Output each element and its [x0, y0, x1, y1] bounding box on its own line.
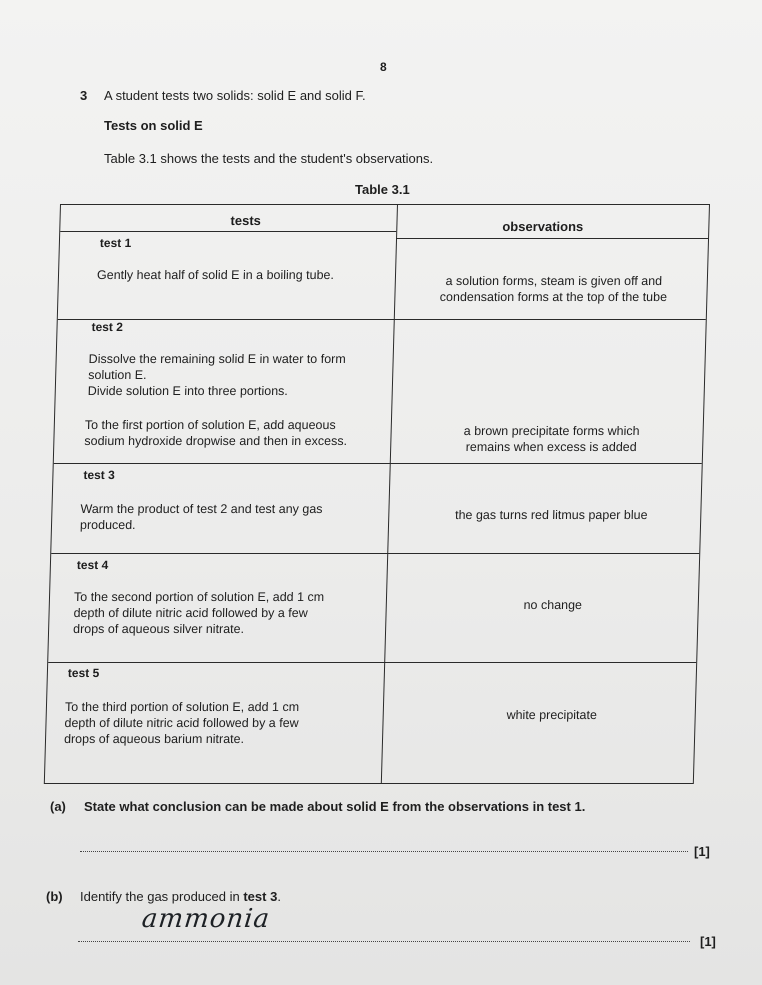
- test-5-label: test 5: [67, 666, 100, 680]
- test-2-method-line: sodium hydroxide dropwise and then in excess.: [84, 434, 348, 448]
- test-4-label: test 4: [76, 558, 109, 572]
- table-title: Table 3.1: [355, 182, 410, 197]
- header-observations: observations: [502, 219, 584, 234]
- part-b-answer-line[interactable]: [78, 941, 690, 942]
- test-2-observation-line: remains when excess is added: [465, 440, 637, 454]
- table-intro: Table 3.1 shows the tests and the student's observations.: [104, 151, 434, 166]
- test-1-label: test 1: [99, 236, 132, 250]
- test-2-method-line: solution E.: [88, 368, 147, 382]
- row-divider: [54, 463, 702, 464]
- test-1-observation-line: condensation forms at the top of the tube: [439, 290, 668, 304]
- question-intro: A student tests two solids: solid E and solid F.: [104, 88, 366, 103]
- test-3-method-line: produced.: [79, 518, 136, 532]
- test-5-method-line: drops of aqueous barium nitrate.: [63, 732, 245, 746]
- part-a-answer-line[interactable]: [80, 851, 688, 852]
- part-b-question: Identify the gas produced in test 3.: [80, 889, 281, 904]
- sub-heading: Tests on solid E: [104, 118, 203, 133]
- header-divider-left: [60, 231, 396, 232]
- test-4-method-line: drops of aqueous silver nitrate.: [72, 622, 245, 636]
- row-divider: [58, 319, 706, 320]
- test-5-method-line: To the third portion of solution E, add 1 cm: [64, 700, 300, 714]
- part-b-marks: [1]: [700, 934, 716, 949]
- test-3-label: test 3: [83, 468, 115, 482]
- results-table: [44, 204, 710, 784]
- part-b-label: (b): [46, 889, 63, 904]
- question-number: 3: [80, 88, 88, 103]
- test-5-observation: white precipitate: [506, 708, 598, 722]
- test-5-method-line: depth of dilute nitric acid followed by a few: [64, 716, 299, 730]
- page-number: 8: [380, 60, 387, 74]
- header-tests: tests: [230, 213, 262, 228]
- row-divider: [48, 662, 696, 663]
- test-1-method: Gently heat half of solid E in a boiling tube.: [96, 268, 335, 282]
- row-divider: [51, 553, 699, 554]
- test-3-method-line: Warm the product of test 2 and test any gas: [80, 502, 323, 516]
- test-3-observation: the gas turns red litmus paper blue: [454, 508, 648, 522]
- test-2-label: test 2: [91, 320, 124, 334]
- test-4-observation: no change: [523, 598, 583, 612]
- test-2-observation-line: a brown precipitate forms which: [463, 424, 640, 438]
- part-a-question: State what conclusion can be made about solid E from the observations in test 1.: [84, 799, 586, 814]
- test-4-method-line: To the second portion of solution E, add 1 cm: [73, 590, 325, 604]
- part-a-marks: [1]: [694, 844, 710, 859]
- test-2-method-line: Dissolve the remaining solid E in water to form: [88, 352, 346, 366]
- column-divider: [381, 205, 398, 783]
- header-divider-right: [396, 238, 708, 239]
- test-1-observation-line: a solution forms, steam is given off and: [445, 274, 663, 288]
- part-a-label: (a): [50, 799, 66, 814]
- part-b-handwritten-answer: ammonia: [140, 904, 272, 934]
- test-4-method-line: depth of dilute nitric acid followed by a few: [73, 606, 308, 620]
- test-2-method-line: Divide solution E into three portions.: [87, 384, 289, 398]
- test-2-method-line: To the first portion of solution E, add aqueous: [84, 418, 336, 432]
